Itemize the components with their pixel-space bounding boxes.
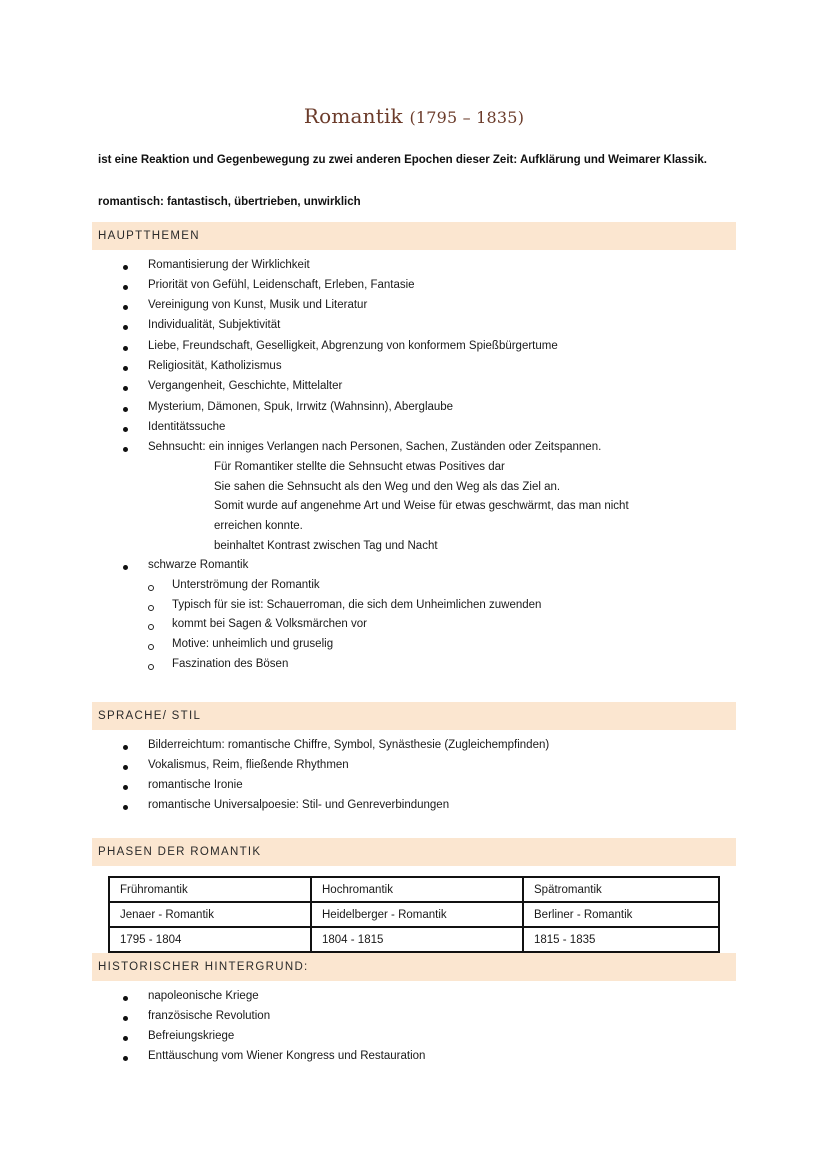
bullet <box>123 805 128 810</box>
list-item: Individualität, Subjektivität <box>148 319 281 331</box>
list-item: Romantisierung der Wirklichkeit <box>148 259 310 271</box>
list-item: französische Revolution <box>148 1010 271 1022</box>
table-cell: Jenaer - Romantik <box>109 902 311 927</box>
bullet <box>123 427 128 432</box>
table-cell: Heidelberger - Romantik <box>311 902 523 927</box>
list-item: Identitätssuche <box>148 421 226 433</box>
sub-bullet <box>148 644 154 650</box>
table-cell: Hochromantik <box>311 877 523 902</box>
table-cell: Spätromantik <box>523 877 719 902</box>
sehnsucht-detail: erreichen konnte. <box>214 520 303 532</box>
bullet <box>123 386 128 391</box>
sub-list-item: Unterströmung der Romantik <box>172 579 320 591</box>
table-cell: 1804 - 1815 <box>311 927 523 952</box>
bullet <box>123 785 128 790</box>
sehnsucht-detail: Somit wurde auf angenehme Art und Weise für etwas geschwärmt, das man nicht <box>214 500 629 512</box>
table-row <box>109 877 719 902</box>
bullet <box>123 366 128 371</box>
list-item: romantische Universalpoesie: Stil- und Genreverbindungen <box>148 799 450 811</box>
title-main: Romantik <box>303 104 403 128</box>
list-item: Priorität von Gefühl, Leidenschaft, Erleben, Fantasie <box>148 279 415 291</box>
sehnsucht-detail: beinhaltet Kontrast zwischen Tag und Nacht <box>214 540 438 552</box>
bullet <box>123 1036 128 1041</box>
bullet <box>123 745 128 750</box>
bullet <box>123 1056 128 1061</box>
sub-bullet <box>148 624 154 630</box>
list-item: Befreiungskriege <box>148 1030 235 1042</box>
bullet <box>123 305 128 310</box>
table-cell: Frühromantik <box>109 877 311 902</box>
sub-list-item: kommt bei Sagen & Volksmärchen vor <box>172 618 367 630</box>
bullet <box>123 265 128 270</box>
table-cell: Berliner - Romantik <box>523 902 719 927</box>
list-item: Religiosität, Katholizismus <box>148 360 282 372</box>
bullet <box>123 565 128 570</box>
sub-bullet <box>148 605 154 611</box>
bullet <box>123 346 128 351</box>
section-heading-sprache: SPRACHE/ STIL <box>92 702 736 730</box>
sub-bullet <box>148 585 154 591</box>
title-years: (1795 – 1835) <box>409 108 525 127</box>
sehnsucht-detail: Für Romantiker stellte die Sehnsucht etwas Positives dar <box>214 461 505 473</box>
list-item: Mysterium, Dämonen, Spuk, Irrwitz (Wahnsinn), Aberglaube <box>148 401 454 413</box>
bullet <box>123 1016 128 1021</box>
table-row <box>109 927 719 952</box>
list-item: romantische Ironie <box>148 779 243 791</box>
list-item-schwarze-romantik: schwarze Romantik <box>148 559 249 571</box>
list-item: Vokalismus, Reim, fließende Rhythmen <box>148 759 349 771</box>
list-item: Vereinigung von Kunst, Musik und Literatur <box>148 299 368 311</box>
bullet <box>123 285 128 290</box>
bullet <box>123 765 128 770</box>
list-item: napoleonische Kriege <box>148 990 259 1002</box>
sub-bullet <box>148 664 154 670</box>
bullet <box>123 325 128 330</box>
sub-list-item: Faszination des Bösen <box>172 658 289 670</box>
list-item: Sehnsucht: ein inniges Verlangen nach Personen, Sachen, Zuständen oder Zeitspannen. <box>148 441 602 453</box>
section-heading-historisch: HISTORISCHER HINTERGRUND: <box>92 953 736 981</box>
section-heading-phasen: PHASEN DER ROMANTIK <box>92 838 736 866</box>
sehnsucht-detail: Sie sahen die Sehnsucht als den Weg und den Weg als das Ziel an. <box>214 481 561 493</box>
page-title <box>0 104 828 128</box>
sub-list-item: Motive: unheimlich und gruselig <box>172 638 334 650</box>
bullet <box>123 407 128 412</box>
list-item: Enttäuschung vom Wiener Kongress und Restauration <box>148 1050 426 1062</box>
romantisch-definition: romantisch: fantastisch, übertrieben, unwirklich <box>98 196 361 208</box>
table-row <box>109 902 719 927</box>
intro-text: ist eine Reaktion und Gegenbewegung zu zwei anderen Epochen dieser Zeit: Aufklärung und Weimarer Klassik. <box>98 154 707 166</box>
list-item: Vergangenheit, Geschichte, Mittelalter <box>148 380 343 392</box>
list-item: Liebe, Freundschaft, Geselligkeit, Abgrenzung von konformem Spießbürgertume <box>148 340 558 352</box>
table-cell: 1815 - 1835 <box>523 927 719 952</box>
bullet <box>123 447 128 452</box>
table-cell: 1795 - 1804 <box>109 927 311 952</box>
list-item: Bilderreichtum: romantische Chiffre, Symbol, Synästhesie (Zugleichempfinden) <box>148 739 550 751</box>
bullet <box>123 996 128 1001</box>
sub-list-item: Typisch für sie ist: Schauerroman, die sich dem Unheimlichen zuwenden <box>172 599 542 611</box>
phasen-table <box>108 876 720 953</box>
section-heading-hauptthemen: HAUPTTHEMEN <box>92 222 736 250</box>
